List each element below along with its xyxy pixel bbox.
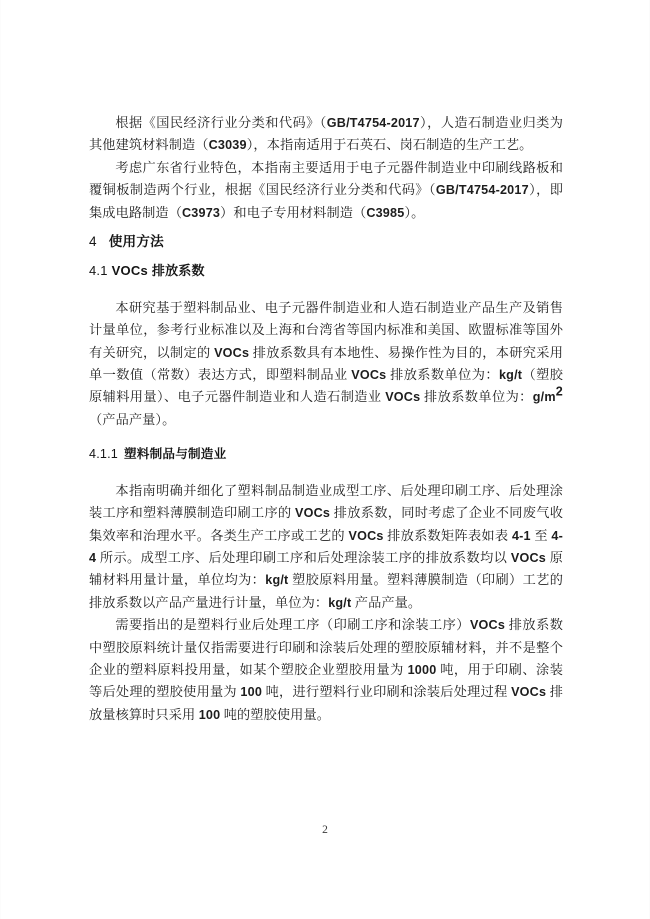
unit-g-per-m2: g/m	[532, 390, 556, 405]
paragraph-4-part-8: 产品产量。	[351, 594, 422, 610]
paragraph-3-part-4: （塑胶原辅料用量）、电子元器件制造业和人造石制造业	[89, 367, 563, 405]
heading-section-4-title: 使用方法	[108, 234, 164, 250]
page-content	[89, 112, 563, 726]
paragraph-2-part-2: ），即集成电路制造（	[89, 182, 563, 220]
paragraph-artificial-stone	[89, 112, 563, 157]
paragraph-5-part-1: 需要指出的是塑料行业后处理工序（印刷工序和涂装工序）	[115, 617, 470, 633]
paragraph-2-part-4: ）。	[404, 204, 425, 220]
page-number: 2	[322, 824, 328, 836]
industry-code-c3985: C3985	[366, 205, 405, 220]
paragraph-5-part-2: 排放系数中塑胶原料统计量仅指需要进行印刷和涂装后处理的塑胶原辅材料，并不是整个企业的塑料原料投用量，如某个塑胶企业塑胶用量为	[89, 617, 563, 677]
spacer	[89, 224, 563, 231]
heading-section-4-1-1-title: 塑料制品与制造业	[124, 447, 227, 462]
paragraph-4-part-4: 至	[530, 527, 552, 543]
vocs-label: VOCs	[348, 528, 384, 543]
paragraph-4-part-1: 本指南明确并细化了塑料制品制造业成型工序、后处理印刷工序、后处理涂装工序和塑料薄膜制造印刷工序的	[89, 482, 563, 521]
paragraph-plastic-usage-note	[89, 614, 563, 726]
paragraph-3-part-3: 排放系数单位为：	[386, 367, 499, 383]
unit-kg-per-t: kg/t	[328, 595, 352, 610]
paragraph-4-part-5: 所示。成型工序、后处理印刷工序和后处理涂装工序的排放系数均以	[96, 549, 511, 565]
paragraph-4-part-6: 原辅材料用量计量，单位均为：	[89, 549, 564, 588]
table-reference-end: 4-4	[89, 528, 563, 565]
paragraph-3-part-5: 排放系数单位为：	[420, 389, 533, 405]
paragraph-3-part-1: 本研究基于塑料制品业、电子元器件制造业和人造石制造业产品生产及销售计量单位，参考行业标准以及上海和台湾省等国内标准和美国、欧盟标准等国外有关研究，以制定的	[89, 299, 563, 360]
vocs-label: VOCs	[295, 506, 331, 521]
heading-section-4-1-latin: VOCs	[111, 263, 148, 279]
unit-g-per-m2-exponent: 2	[555, 385, 563, 400]
unit-kg-per-t: kg/t	[498, 368, 523, 383]
heading-section-4-1-1-number: 4.1.1	[89, 447, 119, 462]
standard-code-gbt4754-second: GB/T4754-2017	[435, 183, 529, 198]
paragraph-3-part-2: 排放系数具有本地性、易操作性为目的，本研究采用单一数值（常数）表达方式，即塑料制品业	[89, 344, 563, 383]
amount-used-tons: 100	[240, 685, 263, 700]
amount-total-tons: 1000	[407, 662, 437, 677]
vocs-label: VOCs	[469, 618, 506, 633]
heading-section-4	[89, 231, 563, 253]
paragraph-2-part-1: 考虑广东省行业特色，本指南主要适用于电子元器件制造业中印刷线路板和覆铜板制造两个行业，根据《国民经济行业分类和代码》（	[89, 159, 563, 198]
industry-code-c3973: C3973	[182, 205, 221, 220]
paragraph-5-part-5: 排放量核算时只采用	[89, 684, 564, 722]
vocs-label: VOCs	[214, 345, 250, 360]
paragraph-3-part-6: （产品产量）。	[89, 411, 176, 427]
industry-code-c3039: C3039	[208, 138, 247, 153]
paragraph-2-part-3: ）和电子专用材料制造（	[220, 204, 367, 220]
paragraph-1-suffix: ），本指南适用于石英石、岗石制造的生产工艺。	[246, 137, 533, 153]
spacer	[89, 253, 563, 260]
paragraph-5-part-4: 吨，进行塑料行业印刷和涂装后处理过程	[262, 684, 512, 700]
paragraph-5-part-3: 吨，用于印刷、涂装等后处理的塑胶使用量为	[89, 661, 563, 700]
heading-section-4-1-number: 4.1	[89, 263, 108, 279]
heading-section-4-1	[89, 260, 563, 282]
vocs-label: VOCs	[510, 550, 547, 565]
spacer	[89, 283, 563, 297]
heading-section-4-number: 4	[89, 234, 97, 250]
paragraph-4-part-3: 排放系数矩阵表如表	[383, 527, 512, 543]
vocs-label: VOCs	[351, 368, 387, 383]
heading-section-4-1-title: 排放系数	[151, 263, 205, 279]
paragraph-5-part-6: 吨的塑胶使用量。	[220, 706, 331, 722]
paragraph-4-part-2: 排放系数，同时考虑了企业不同废气收集效率和治理水平。各类生产工序或工艺的	[89, 505, 563, 543]
paragraph-emission-factor-basis	[89, 297, 563, 431]
standard-code-gbt4754: GB/T4754-2017	[326, 116, 420, 130]
paragraph-plastic-process-factors	[89, 480, 563, 614]
paragraph-1-prefix: 根据《国民经济行业分类和代码》（	[115, 115, 327, 130]
unit-kg-per-t: kg/t	[265, 573, 289, 588]
amount-final-tons: 100	[198, 707, 221, 722]
paragraph-guangdong-scope	[89, 157, 563, 224]
heading-section-4-1-1	[89, 443, 563, 465]
vocs-label: VOCs	[511, 685, 547, 700]
vocs-label: VOCs	[385, 390, 421, 405]
paragraph-4-part-7: 塑胶原料用量。塑料薄膜制造（印刷）工艺的排放系数以产品产量进行计量，单位为：	[89, 572, 563, 610]
spacer	[89, 466, 563, 480]
table-reference-start: 4-1	[511, 528, 531, 543]
spacer	[89, 431, 563, 443]
paragraph-1-middle: ），人造石制造业归类为其他建筑材料制造（	[89, 115, 563, 153]
